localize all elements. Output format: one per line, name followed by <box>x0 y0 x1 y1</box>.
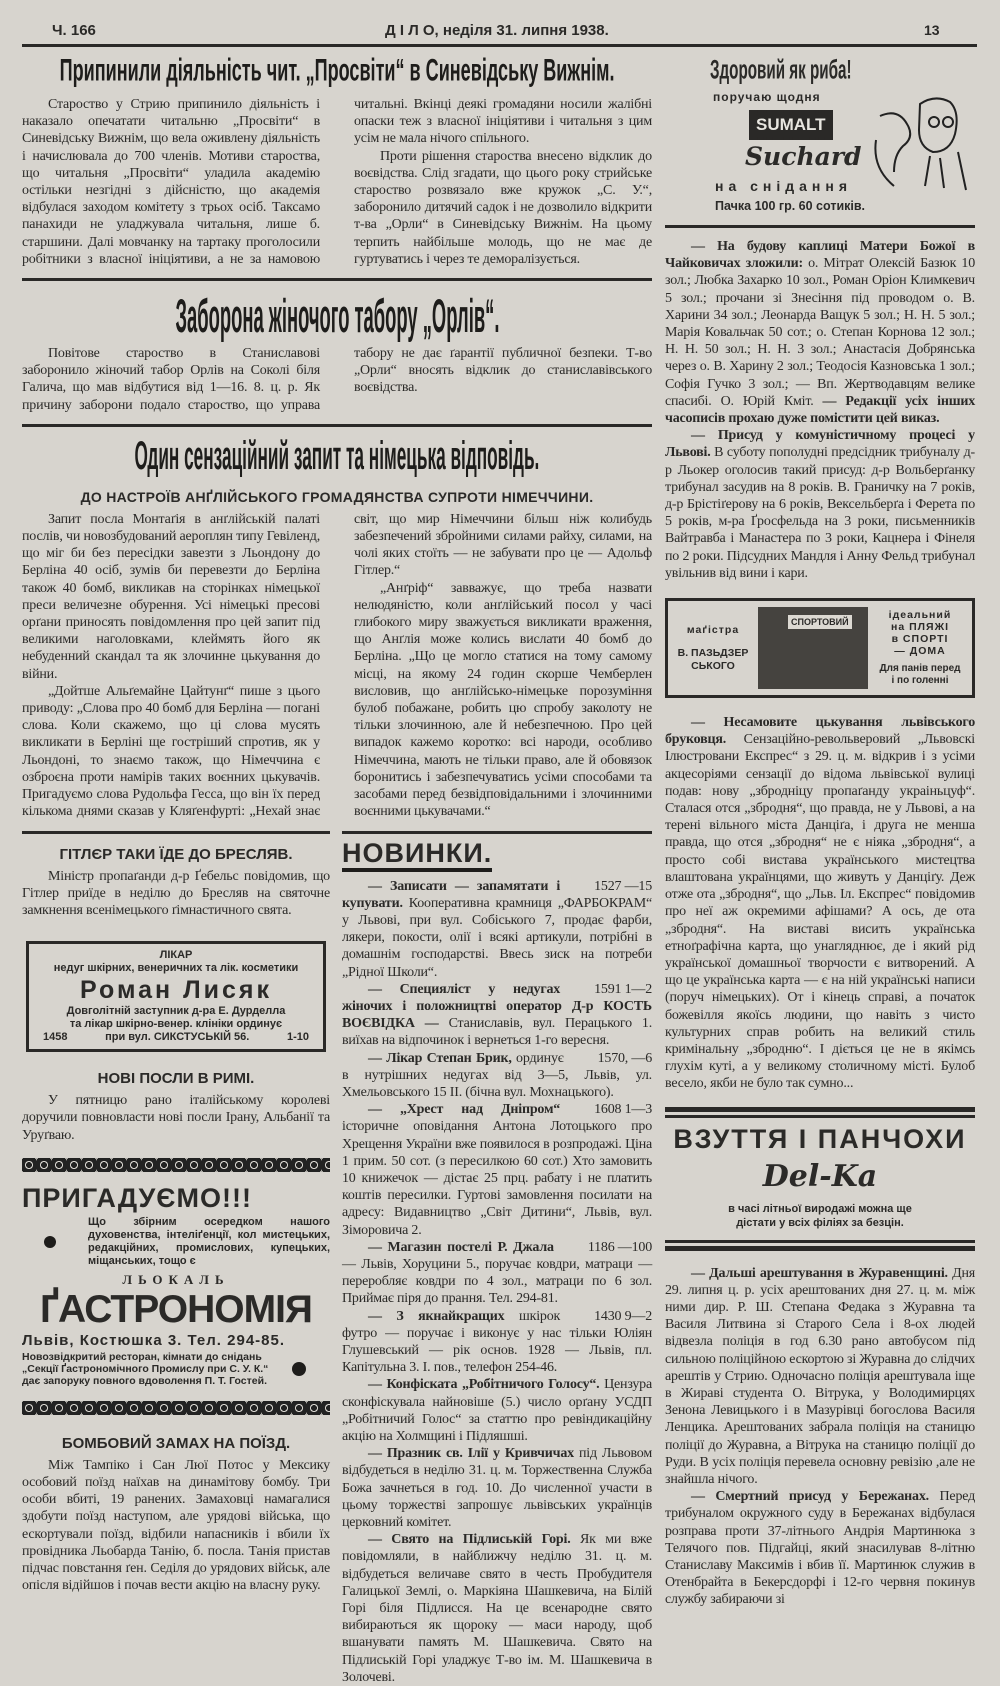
news-item <box>342 981 652 1050</box>
shaving-ad-r1: ідеальний <box>874 609 966 621</box>
news-item-text: В суботу пополудні предсідник трибуналу д-р Льокер оголосив такий присуд: д-р Вольберґанку трибунал засудив на 8 років. В. Граничку на 7 років, д-р Брістіґерову на 6 років, Вексельберґа і Ферета по 5 років, м-ра Ґросфельда на 3 роки, письменників Вайтравба і Манастера по 3 роки, Кацнера і Фінеля по 2 роки. Підсудних Мандля і Анну Фельд трибунал увільнив від вини і кари. <box>665 445 975 580</box>
sumalt-ad-l3: на снідання <box>715 178 852 194</box>
shaving-ad-b1: Для панів перед <box>874 663 966 675</box>
shoes-ad-l1: в часі літньої виродажі можна ще <box>665 1202 975 1216</box>
sumalt-ad-price: Пачка 100 гр. 60 сотиків. <box>715 199 865 213</box>
news-item-tail: — Редакції усіх інших часописів прохаю дуже помістити цей виказ. <box>665 394 975 426</box>
doctor-ad <box>26 941 326 1052</box>
shaving-ad-b2: і по голенні <box>874 675 966 687</box>
shaving-ad-label: СПОРТОВИЙ <box>788 615 852 629</box>
doctor-ad-l4: та лікар шкірно-венер. клініки ординує <box>33 1018 319 1031</box>
ad-code: 1186 —100 <box>562 1239 652 1256</box>
middle-column <box>342 831 652 1686</box>
gastro-ad-title: ПРИГАДУЄМО!!! <box>22 1182 330 1214</box>
shaving-ad-r3: в СПОРТІ <box>874 633 966 645</box>
envoys-body <box>22 1092 330 1144</box>
delka-brand: Del-Ka <box>665 1159 975 1194</box>
news-item-lead: — З якнайкращих <box>368 1309 504 1324</box>
news-item-text: Станиславів, вул. Перацького 1. виїхав на відпочинок і вернеться 1-го вересня. <box>342 1016 652 1048</box>
news-item <box>342 1308 652 1377</box>
article3-paragraph: Запит посла Монтаґія в анґлійській палаті послів, чи новозбудований аероплян типу Гевіленд, що міг би без пересідки завезти з Льондону до Берліна 40 осіб, зумів би перевезти до Берліна також 40 бомб, викликав на сторінках німецької преси величезне обурення. Усі німецькі пресові орґани приносять повідомлення про цей запит під великими наголовками, клеймять його як небуденний скандал та як злочинне цькування до війни. <box>22 511 320 683</box>
news-item-lead: — Лікар Степан Брик, <box>368 1051 512 1066</box>
sumalt-ad-l2: поручаю щодня <box>713 90 821 104</box>
suchard-brand: Suchard <box>745 142 861 171</box>
divider <box>22 831 330 834</box>
gastro-ad-local: ЛЬОКАЛЬ <box>22 1272 330 1288</box>
sumalt-brand: SUMALT <box>749 110 833 140</box>
divider <box>665 1115 975 1118</box>
news-item-text: Кооперативна крамниця „ФАРБОКРАМ“ у Львові, при вул. Собіського 7, продає фарби, лякери, покости, олії і всякі артикули, потрібні в домашнім господарстві. Ввесь зиск на потреби „Рідної Школи“. <box>342 896 652 980</box>
news-list <box>342 878 652 1686</box>
article1-paragraph: Проти рішення староства внесено відклик до воєвідства. Слід згадати, що цього року стрийське староство розвязало вже кружок „С. У.“, заборонило дитячий садок і не дозволило відкрити т-ва „Орли“ в Синевідську Вижнім. На цьому терпить найбільше молодь, що не має де гуртуватись і через те деморалізується. <box>354 148 652 268</box>
right-column <box>665 54 975 1609</box>
gastro-ad-name: ҐАСТРОНОМІЯ <box>22 1288 330 1332</box>
doctor-name: Роман Лисяк <box>33 975 319 1005</box>
news-item-text: о. Мітрат Олексій Базюк 10 зол.; Любка Захарко 10 зол., Роман Оріон Климкевич 5 зол.; прочани зі Знесіння під проводом о. В. Харини 34 зол.; Леонарда Ващук 5 зол.; Н. Н. 5 зол.; Марія Ковальчак 50 сот.; о. Степан Корнова 12 зол.; Н. Н. 50 зол.; Н. Н. 3 зол.; Анастасія Добрянська через о. В. Харину 2 зол.; Теодосія Казновська 1 зол.; Софія Гучко 3 зол.; — Вп. Жертводавцям велике спасибі. О. Юрій Кміт. <box>665 256 975 409</box>
gastro-ad-text: Новозвідкритий ресторан, кімнати до снідань „Секції Ґастрономічного Промислу при С. У. К.“ дає запоруку повного вдоволення П. Т. Гостей. <box>22 1351 272 1387</box>
news-item-text: Як ми вже повідомляли, в найближчу неділю 31. ц. м. відбудеться величаве свято в честь Пробудителя Галицької Землі, о. Маркіяна Шашкевича, на Білій Горі біля Підлисся. На це всенародне свято вибираються як щороку — маси народу, щоб вшанувати память М. Шашкевича. Свято на Підлиській Горі уладжує Т-во ім. М. Шашкевича в Золочеві. <box>342 1532 652 1685</box>
news-item <box>342 1376 652 1445</box>
header-rule <box>22 44 977 47</box>
right-news-top <box>665 238 975 582</box>
bullet-icon <box>44 1236 56 1248</box>
news-item-text: історичне оповідання Антона Лотоцького про Хрещення України вже появилося в розпродажі. Ціна 1 прим. 50 сот. (з пересилкою 60 сот.) Хто замовить 10 книжечок — дістає 25 прц. рабату і не платить коштів пересилки. Гуртові замовлення посилати на адресу: Видавництво „Світ Дитини“, Львів, вул. Зіморовича 2. <box>342 1119 652 1237</box>
masthead: Д І Л О, неділя 31. липня 1938. <box>385 22 609 39</box>
news-item-lead: — Магазин постелі Р. Джала <box>368 1240 554 1255</box>
right-news-bottom <box>665 1265 975 1609</box>
news-item-lead: — Несамовите цькування львівського бруковця. <box>665 715 975 747</box>
article3-paragraph: „Анґріф“ завважує, що треба назвати нелюдяністю, коли анґлійський посол у часі глибокого миру зважується викликати враження, що Анґлія може колись вислати 40 бомб до Берліна. „Що це могло статися на тому самому місці, на якому 24 годин скорше Чемберлен висловив, що анґлійсько-німецьке порозуміння булоб побажане, робить цю спробу заколоту не тільки злочинною, але й небезпечною. Про цей випадок кажемо коротко: всі народи, особливо Німеччина, мають не тільки право, але й обовязок боронитись і забезпечуватись усіми способами та засобами перед безвідповідальними і злочинними воєнними цькувачами.“ <box>354 580 652 821</box>
divider <box>665 225 975 228</box>
article3-body <box>22 511 652 821</box>
news-item-lead: — Смертний присуд у Бережанах. <box>691 1489 929 1504</box>
shaving-ad-r4: — ДОМА <box>874 645 966 657</box>
bullet-icon <box>292 1362 306 1376</box>
sumalt-ad-slogan: Здоровий як риба! <box>710 56 852 87</box>
gastro-ad-address: Львів, Костюшка 3. Тел. 294-85. <box>22 1332 330 1349</box>
envoys-title: НОВІ ПОСЛИ В РИМІ. <box>22 1070 330 1087</box>
news-item <box>342 1101 652 1239</box>
article1-headline <box>22 54 652 96</box>
divider <box>665 1107 975 1112</box>
doctor-ad-l2: недуг шкірних, венеричних та лік. косметики <box>33 962 319 975</box>
ornament-border <box>22 1401 330 1415</box>
shaving-ad-right-col <box>874 609 966 687</box>
news-item-text: шкірок футро — поручає і виконує у нас тільки Юліян Глушевський — рік основ. 1928 — Львів, пл. Капітульна 3. I. пов., телефон 254-46. <box>342 1309 652 1376</box>
main-area <box>22 54 652 1686</box>
article2-body <box>22 345 652 414</box>
news-item-lead: — Дальші арештування в Журавенщині. <box>691 1266 948 1281</box>
news-item <box>665 714 975 1092</box>
gastro-ad-text-row <box>22 1351 330 1387</box>
bomb-title: БОМБОВИЙ ЗАМАХ НА ПОЇЗД. <box>22 1435 330 1452</box>
news-item-text: ординує в нутрішних недугах від 3—5, Львів, ул. Хмельовського 15 II. (бічна вул. Мохнацького). <box>342 1051 652 1100</box>
news-item-lead: — Специяліст у недугах жіночих і положництві оператор Д-р КОСТЬ ВОЄВІДКА — <box>342 982 652 1031</box>
news-item-lead: — Празник св. Ілії у Кривчичах <box>368 1446 574 1461</box>
ad-code: 1527 —15 <box>568 878 652 895</box>
doctor-address: при вул. СИКСТУСЬКІЙ 56. <box>105 1031 249 1044</box>
hitler-body <box>22 868 330 920</box>
shaving-ad-l1: маґістра <box>674 624 752 637</box>
doctor-ad-l3: Довголітній заступник д-ра Е. Дурделла <box>33 1005 319 1018</box>
news-item <box>665 427 975 582</box>
article3-paragraph: „Дойтше Альґемайне Цайтунґ“ пише з цього приводу: „Слова про 40 бомб для Берліна — погані слова. Коли скажемо, що ці слова мусять викликати в Берліні ще гостріший спротив, як у Льондоні, то знаємо також, що Німеччина є озброєна проти намірів таких воєнних цькувачів. Пригадуємо слова Рудольфа Гесса, що він їх перед кількома днями сказав у Кляґенфурті: „Нехай знає світ, що мир Німеччини більш ніж колибудь забезпечений збройними силами райху, силами, на чолі яких стоїть — не забувати про це — Адольф Гітлер.“ <box>22 511 652 821</box>
news-item <box>342 1239 652 1308</box>
right-news-mid <box>665 714 975 1092</box>
news-item-text: Сензаційно-револьверовий „Львовскі Ілюстровани Експрес“ з 29. ц. м. відкрив і з усіми акцесоріями сензації до відома львівської вулиці подав: нову „збродніцу пропаґанду украіньцуф“. Сталася отся „збродня“, що правда, не у Львові, а на терені вільного міста Данціґа, і друга не менша правда, що отся „збродня“ не є ніяка „збродня“, а просто собі вистава українського мистецтва влаштована українцями, що живуть у Данціґу. Деж отже ота „збродня“, що „Льв. Іл. Експрес“ повідомив про неї аж окремими афішами? А ось, де ота „збродня“. На виставі висить українська етноґрафічна карта, що унагляднює, де і який рід української домашньої творчости є витворений. А що це українська карта — є на ній українські написи (поруч німецьких). От і кінець справі, а початок божевілля якоїсь людини, що навіть з чисто культурних справ робить на великий стиль кримінальну „збродню“. І діється це не в якімсь глухім куті, а у великому столичному місті. Булоб весело, якби не було так сумно... <box>665 732 975 1091</box>
shaving-ad-r2: на ПЛЯЖІ <box>874 621 966 633</box>
shaving-ad-l2: В. ПАЗЬДЗЕРСЬКОГО <box>674 647 752 673</box>
news-item <box>342 1445 652 1531</box>
article1-paragraph: Староство у Стрию припинило діяльність і наказало опечатати читальню „Просвіти“ в Синевідську Вижнім, що вела оживлену діяльність і начислювала до 700 членів. Мотиви староства, що читальня „Просвіти“ уладила академію остільки незгідні з дійсністю, що академія відбулася заходом комітету з трьох осіб. Таксамо панахиди не уладжувала читальня, лише б. старшини. Далі мовчанку на тартаку проголосили робітники з власної ініціятиви, а не за намовою читальні. Вкінці деякі громадяни носили жалібні опаски теж з власної ініціятиви і читальня з цим усім не мала нічого спільного. <box>22 96 652 268</box>
divider <box>342 831 652 834</box>
news-item <box>665 238 975 427</box>
news-item-lead: — Свято на Підлиській Горі. <box>368 1532 571 1547</box>
page-number: 13 <box>924 22 940 38</box>
news-item <box>342 1050 652 1102</box>
doctor-ad-l1: ЛІКАР <box>33 949 319 962</box>
news-section-title: НОВИНКИ. <box>342 838 492 872</box>
article2-headline <box>22 289 652 345</box>
shaving-ad-illustration <box>758 607 868 689</box>
divider <box>22 424 652 427</box>
shoes-ad-title: ВЗУТТЯ І ПАНЧОХИ <box>665 1124 975 1155</box>
ad-code: 1570, —6 <box>572 1050 652 1067</box>
news-item-lead: — Присуд у комуністичному процесі у Львові. <box>665 428 975 460</box>
article3-headline-text: Один сензаційний запит та німецька відповідь. <box>135 435 540 481</box>
news-item-text: Перед трибуналом окружного суду в Бережанах відбулася розправа проти 37-літнього Андрія Мартинюка з Телячого пов. Підгайці, який знасилував 8-літню Станиславу Максимів і вбив її. Мартинюк служив в Отенбрайта в Бекерсдорфі і 12-го червня покинув службу забираючи зі <box>665 1489 975 1607</box>
shoes-ad-text <box>665 1202 975 1230</box>
news-item-text: — Львів, Хоруцини 5., поручає ковдри, матраци — переробляє ковдри по 4 зол., матраци по 6 зол. Приймає піря до прання. Тел. 294-81. <box>342 1257 652 1306</box>
news-item <box>342 878 652 981</box>
envoys-text: У пятницю рано італійському королеві доручили повновласти нові посли Ірану, Альбанії та Уруґваю. <box>22 1092 330 1144</box>
news-item-lead: — Конфіската „Робітничого Голосу“. <box>368 1377 599 1392</box>
news-item-lead: — „Хрест над Дніпром“ <box>368 1102 560 1117</box>
ad-code: 1608 1—3 <box>568 1101 652 1118</box>
ad-code: 1430 9—2 <box>568 1308 652 1325</box>
shoes-ad-l2: дістати у всіх філіях за безцін. <box>665 1216 975 1230</box>
article1-headline-text: Припинили діяльність чит. „Просвіти“ в Синевідську Вижнім. <box>60 54 615 90</box>
article2-headline-text: Заборона жіночого табору „Орлів“. <box>175 289 499 344</box>
gastro-ad-intro-row <box>22 1216 330 1268</box>
news-item <box>342 1531 652 1686</box>
ornament-border <box>22 1158 330 1172</box>
news-item-text: Дня 29. липня ц. р. усіх арештованих дня 27. ц. м. між ними дир. Р. Ш. Степана Федака з Журавна та Василя Литвина зі Старого Села і 8-ох людей відвезла поліція в год 6.30 рано автобусом під сильною поліційною ескортою зі Журавна до слідчих арештів у Стрию. Одночасно поліція арештувала іще в Жираві студента О. Вітрука, у Володимирцях Зенона Левицького і в Мазурівці богослова Василя Ленцика. Арештованих забрала поліція на станицю поліції до Журавна, а Вітрука на станицю поліції до Руди. В усіх поліція перевела основну ревізію ,але не знайшла нічого. <box>665 1266 975 1487</box>
news-item-lead: — На будову каплиці Матери Божої в Чайковичах зложили: <box>665 239 975 271</box>
gastro-ad-intro: Що збірним осередком нашого духовенства, інтеліґенції, кол мистецьких, редакційних, промислових, купецьких, міщанських, тощо є <box>88 1216 330 1268</box>
article2-paragraph: Повітове староство в Станиславові заборонило жіночий табор Орлів на Соколі біля Галича, що мав відбутися від 1—16. 8. ц. р. Як причину заборони подало староство, що управа табору не дає ґарантії публичної безпеки. Т-во „Орли“ вносять відклик до станиславівського воєвідства. <box>22 345 652 414</box>
article3-subheadline: ДО НАСТРОЇВ АНҐЛІЙСЬКОГО ГРОМАДЯНСТВА СУПРОТИ НІМЕЧЧИНИ. <box>22 489 652 505</box>
lower-columns <box>22 831 652 1686</box>
divider <box>22 278 652 281</box>
shaving-ad <box>665 598 975 698</box>
issue-number: Ч. 166 <box>52 22 96 39</box>
hitler-title: ГІТЛЄР ТАКИ ЇДЕ ДО БРЕСЛЯВ. <box>22 846 330 863</box>
divider <box>665 1240 975 1243</box>
divider <box>665 1246 975 1251</box>
shaving-ad-bottom <box>874 663 966 687</box>
hitler-text: Міністр пропаґанди д-р Ґебельс повідомив, що Гітлер приїде в неділю до Бресляв на святочне замкнення всенімецького ґімнастичного свята. <box>22 868 330 920</box>
news-item-text: під Львовом відбудеться в неділю 31. ц. м. Торжественна Служба Божа зачнеться в год. 10. До численної участи в цьому торжестві запрошує львівських українців церковний комітет. <box>342 1446 652 1530</box>
shaving-ad-right <box>874 609 966 657</box>
bomb-body <box>22 1457 330 1595</box>
left-column <box>22 831 330 1595</box>
news-item-text: Цензура сконфіскувала найновіше (5.) число орґану УСДП „Робітничий Голос“ за статтю про ревіндикаційну акцію на Холмщині і Підляшші. <box>342 1377 652 1444</box>
doctor-illustration-icon <box>870 94 970 194</box>
doctor-ad-code: 1458 <box>43 1031 67 1044</box>
shaving-ad-left <box>674 624 752 673</box>
news-item-lead: — Записати — запамятати і купувати. <box>342 879 560 911</box>
sumalt-ad <box>665 54 975 219</box>
bomb-text: Між Тампіко і Сан Люї Потос у Мексику особовий поїзд наїхав на динамітову бомбу. Три особи вбиті, 19 ранених. Замаховці намагалися здобути поїзд наступом, але урядові війська, що ескортували поїзд, відбили напасників і вбили їх провідника Льобарда Танію, б. посла. Танія пристав підчас повстання ґен. Седіля до урядових військ, але опісля відійшов і почав вести акцію на власну руку. <box>22 1457 330 1595</box>
doctor-ad-code2: 1-10 <box>287 1031 309 1044</box>
news-item <box>665 1488 975 1608</box>
article3-headline <box>22 435 652 485</box>
news-item <box>665 1265 975 1489</box>
article1-body <box>22 96 652 268</box>
ad-code: 1591 1—2 <box>568 981 652 998</box>
